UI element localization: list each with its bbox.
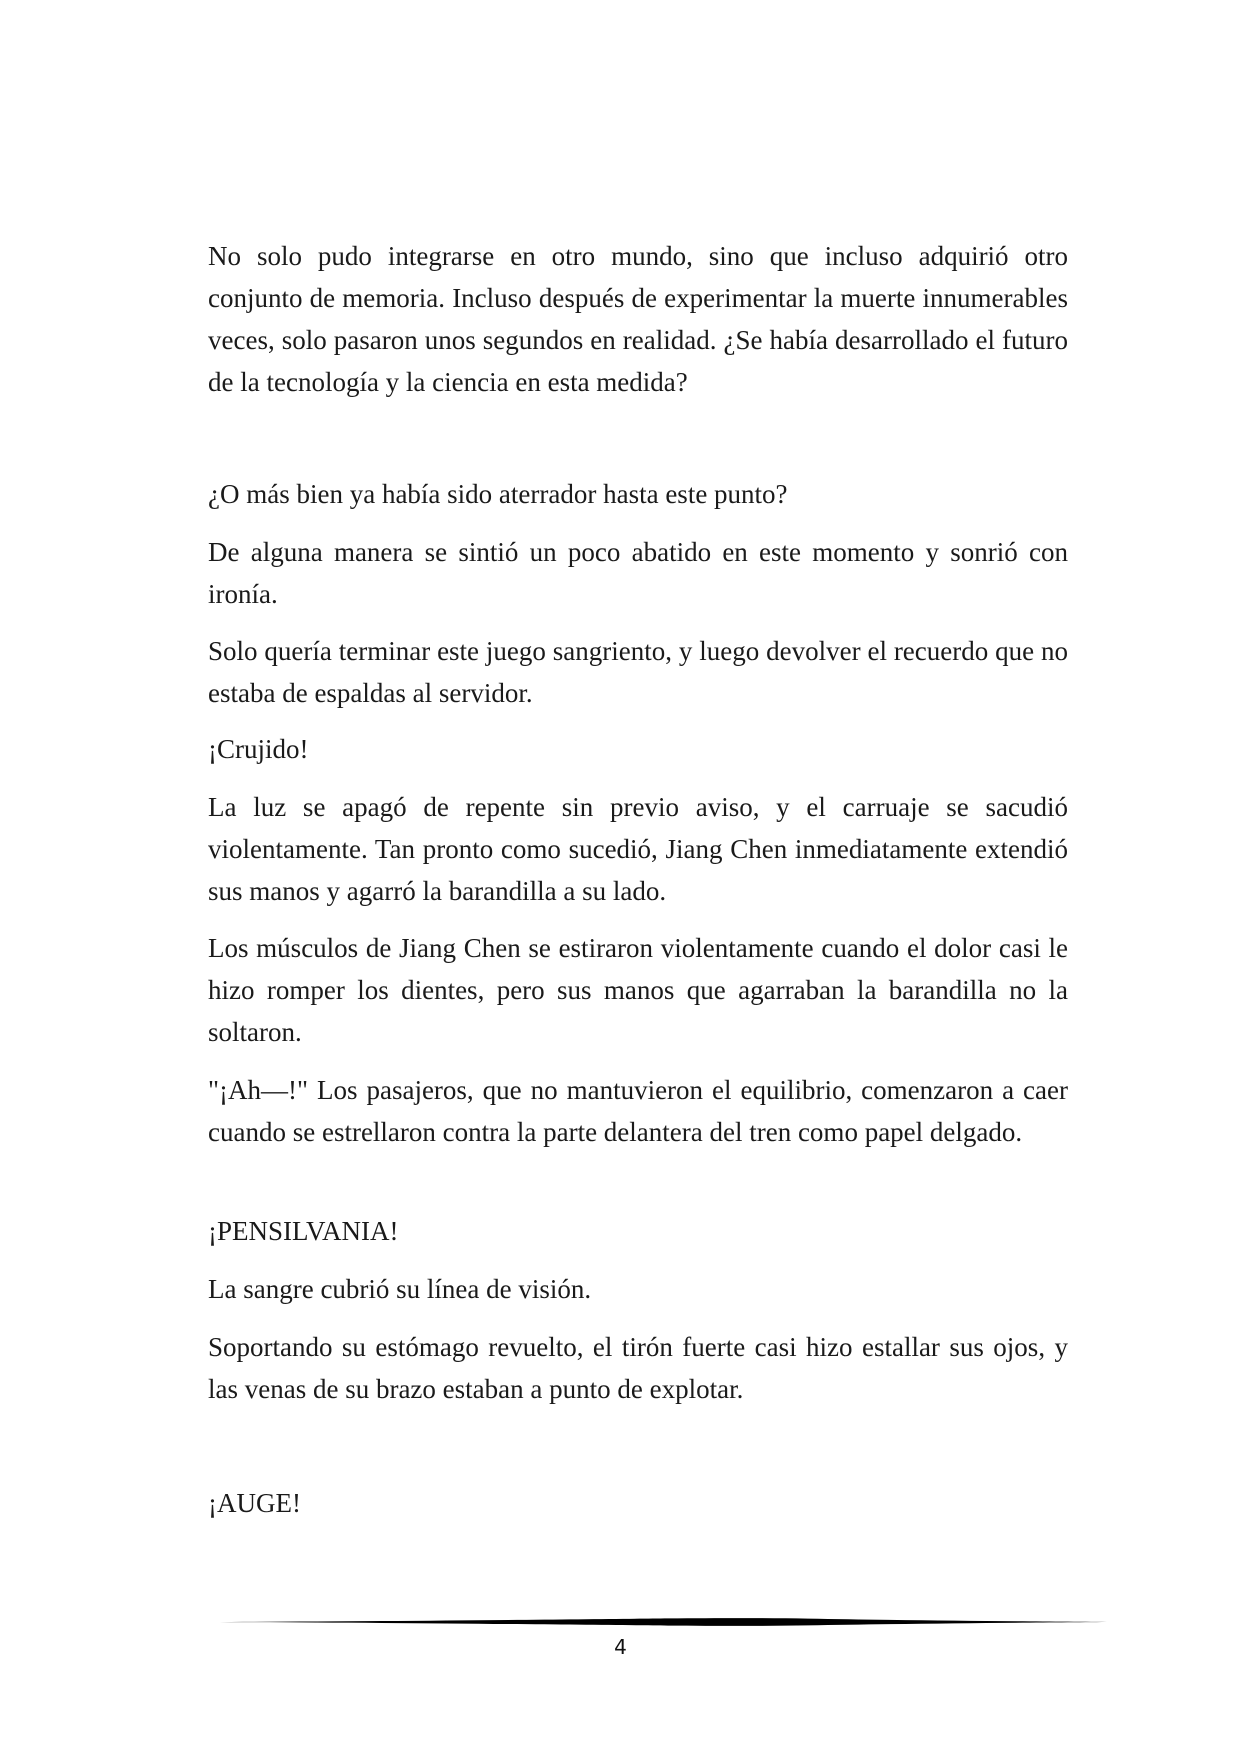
paragraph-2: ¿O más bien ya había sido aterrador hasta este punto? [208,479,788,509]
paragraph-6: La luz se apagó de repente sin previo aviso, y el carruaje se sacudió violentamente. Tan pronto como sucedió, Jiang Chen inmediatamente extendió sus manos y agarró la barandilla a su lado. [208,792,1068,906]
paragraph-12: ¡AUGE! [208,1488,301,1518]
paragraph-5: ¡Crujido! [208,734,309,764]
footer-divider [208,1617,1112,1627]
paragraph-4: Solo quería terminar este juego sangriento, y luego devolver el recuerdo que no estaba de espaldas al servidor. [208,636,1068,708]
paragraph-11: Soportando su estómago revuelto, el tirón fuerte casi hizo estallar sus ojos, y las venas de su brazo estaban a punto de explotar. [208,1332,1068,1404]
paragraph-1: No solo pudo integrarse en otro mundo, sino que incluso adquirió otro conjunto de memoria. Incluso después de experimentar la muerte innumerables veces, solo pasaron unos segundos en realidad. ¿Se había desarrollado el futuro de la tecnología y la ciencia en esta medida? [208,241,1068,397]
paragraph-9: ¡PENSILVANIA! [208,1216,399,1246]
paragraph-10: La sangre cubrió su línea de visión. [208,1274,592,1304]
page-number: 4 [614,1635,627,1659]
paragraph-3: De alguna manera se sintió un poco abatido en este momento y sonrió con ironía. [208,537,1068,609]
paragraph-7: Los músculos de Jiang Chen se estiraron violentamente cuando el dolor casi le hizo romper los dientes, pero sus manos que agarraban la barandilla no la soltaron. [208,933,1068,1047]
paragraph-8: "¡Ah—!" Los pasajeros, que no mantuvieron el equilibrio, comenzaron a caer cuando se estrellaron contra la parte delantera del tren como papel delgado. [208,1075,1068,1147]
